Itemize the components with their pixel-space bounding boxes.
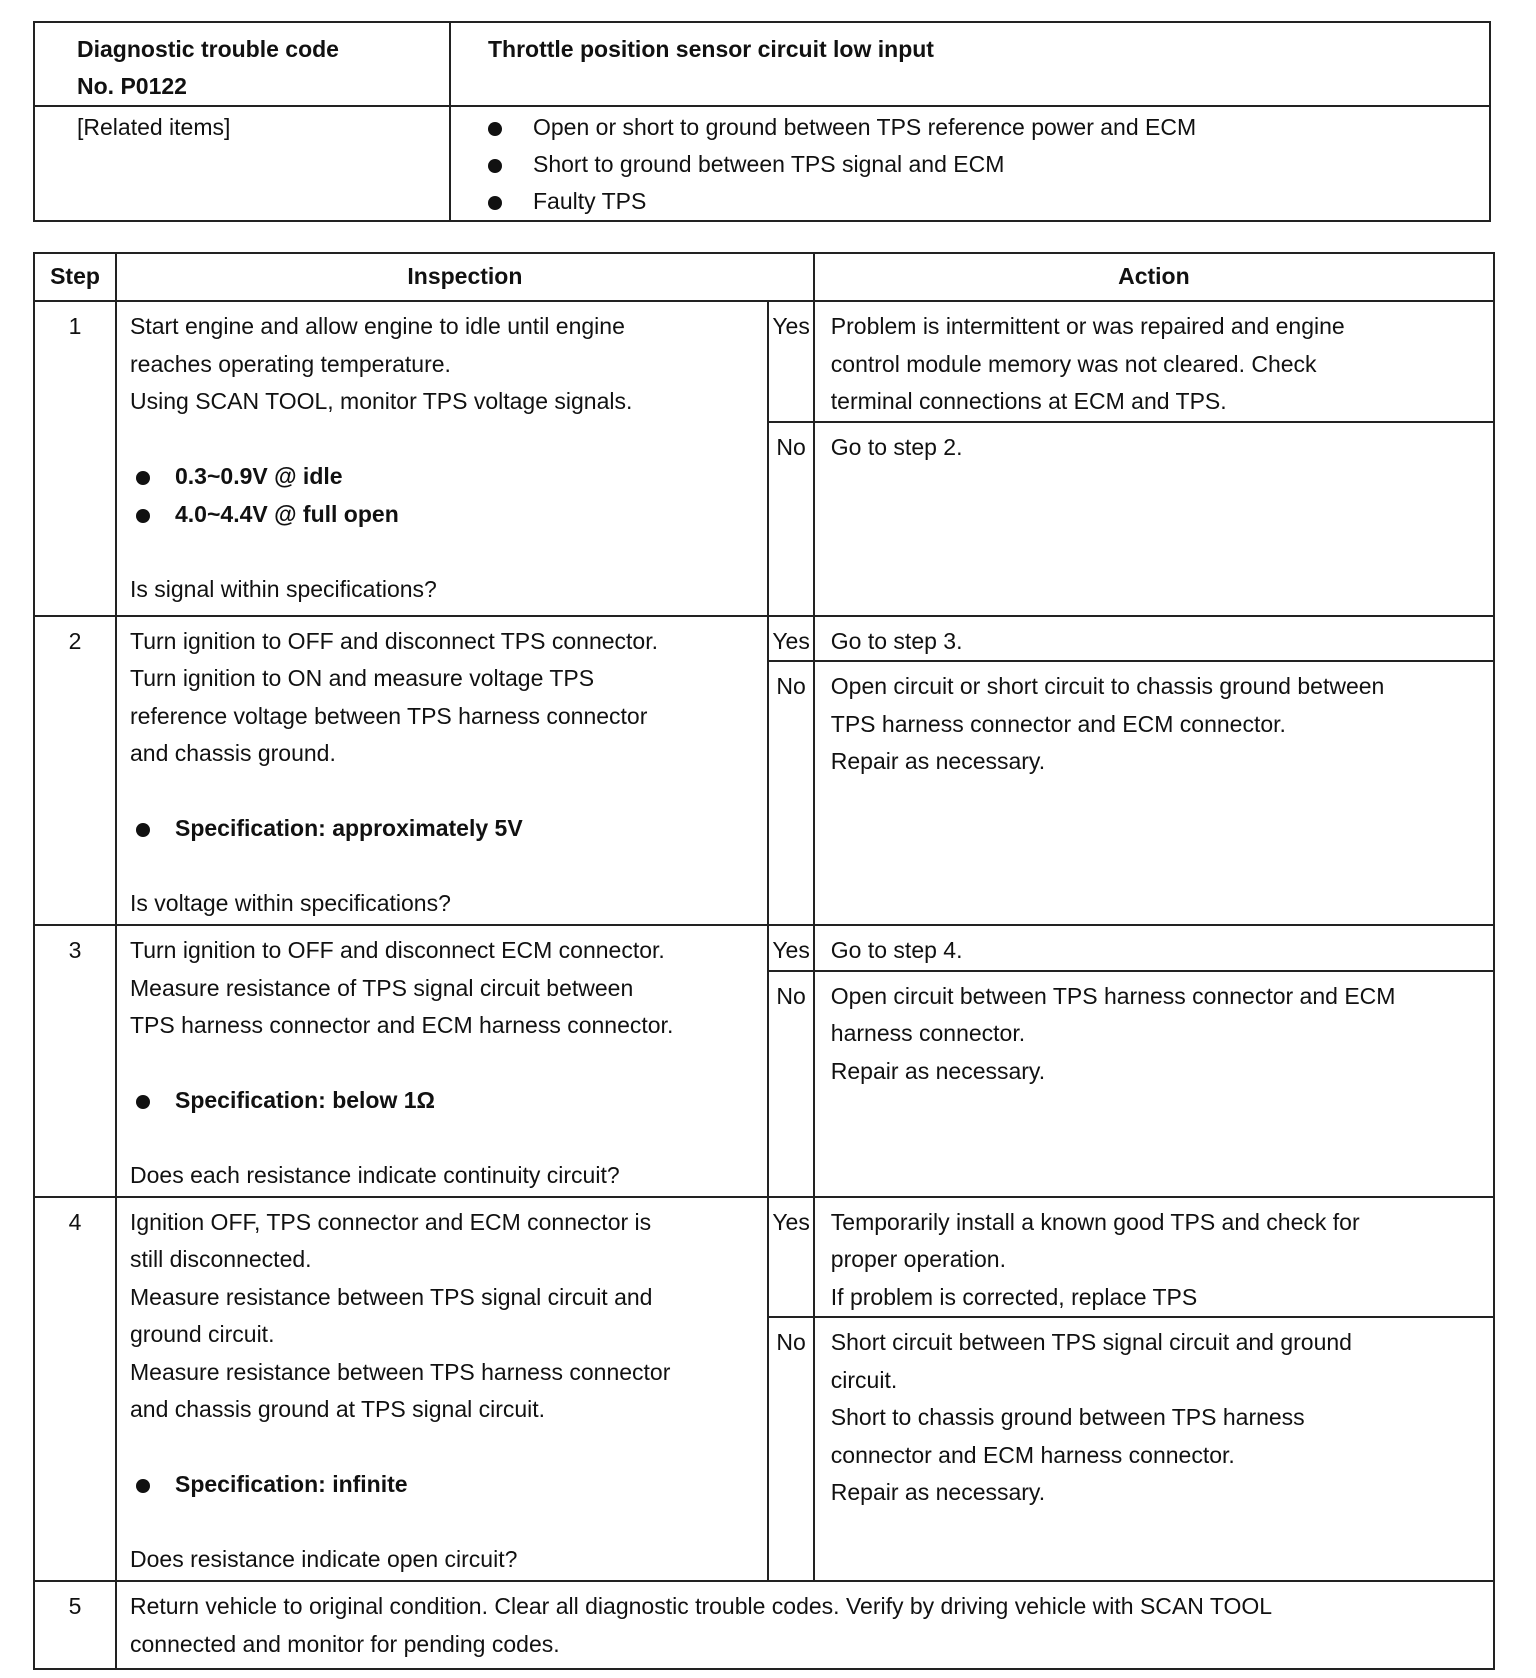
inspection-question: Does each resistance indicate continuity circuit? (130, 1162, 620, 1188)
inspection-line: Measure resistance of TPS signal circuit between (130, 974, 634, 1001)
step-row-2 (34, 616, 1494, 662)
yes-label: Yes (768, 616, 813, 662)
no-action (814, 1317, 1494, 1581)
action-line: Repair as necessary. (830, 748, 1046, 774)
inspection-line: and chassis ground. (130, 740, 336, 766)
action-line: TPS harness connector and ECM connector. (830, 710, 1286, 737)
inspection-line: Turn ignition to OFF and disconnect TPS connector. (130, 627, 659, 654)
inspection-question: Is signal within specifications? (130, 575, 437, 602)
related-item: Faulty TPS (488, 183, 1477, 220)
step-row-4 (34, 1197, 1494, 1318)
inspection-line: TPS harness connector and ECM harness connector. (130, 1012, 674, 1038)
action-line: circuit. (830, 1366, 898, 1393)
step-row-1 (34, 301, 1494, 422)
dtc-code-cell (34, 22, 450, 106)
action-line: Short to chassis ground between TPS harness (830, 1404, 1305, 1430)
inspection-line: Turn ignition to OFF and disconnect ECM connector. (130, 937, 665, 963)
action-line: harness connector. (830, 1020, 1026, 1046)
dtc-header-table (33, 21, 1491, 222)
step-number: 4 (34, 1197, 116, 1582)
step-inspection (116, 1197, 768, 1582)
dtc-code-number: No. P0122 (77, 73, 187, 99)
table-header-row (34, 253, 1494, 301)
no-action (814, 661, 1494, 925)
inspection-line: still disconnected. (130, 1246, 312, 1272)
specification-bullet: Specification: approximately 5V (130, 810, 757, 848)
no-label: No (768, 1317, 813, 1581)
action-column-header: Action (814, 253, 1494, 301)
inspection-line: and chassis ground at TPS signal circuit. (130, 1396, 546, 1422)
action-line: control module memory was not cleared. Check (830, 350, 1317, 377)
yes-label: Yes (768, 301, 813, 422)
dtc-title: Throttle position sensor circuit low input (450, 22, 1490, 106)
step-column-header: Step (34, 253, 116, 301)
related-items-label: [Related items] (34, 106, 450, 221)
step-number: 3 (34, 925, 116, 1197)
dtc-title-row (34, 22, 1490, 106)
related-items-cell (450, 106, 1490, 221)
inspection-line: Measure resistance between TPS harness connector (130, 1358, 671, 1385)
step-number: 1 (34, 301, 116, 616)
inspection-line: Start engine and allow engine to idle until engine (130, 313, 625, 339)
action-line: connector and ECM harness connector. (830, 1441, 1235, 1468)
yes-action (814, 301, 1494, 422)
action-line: Go to step 2. (830, 433, 963, 460)
yes-label: Yes (768, 925, 813, 971)
inspection-column-header: Inspection (116, 253, 814, 301)
action-line: Short circuit between TPS signal circuit and ground (830, 1329, 1352, 1355)
inspection-line: Using SCAN TOOL, monitor TPS voltage signals. (130, 388, 633, 414)
final-step-text (116, 1581, 1494, 1669)
action-line: Repair as necessary. (830, 1479, 1046, 1505)
inspection-line: reference voltage between TPS harness connector (130, 702, 648, 729)
step-inspection (116, 925, 768, 1197)
step-number: 5 (34, 1581, 116, 1669)
step-number: 2 (34, 616, 116, 926)
yes-action (814, 1197, 1494, 1318)
yes-label: Yes (768, 1197, 813, 1318)
inspection-line: Ignition OFF, TPS connector and ECM connector is (130, 1208, 652, 1235)
inspection-line: reaches operating temperature. (130, 350, 451, 377)
specification-bullet: 4.0~4.4V @ full open (130, 496, 757, 534)
inspection-line: ground circuit. (130, 1321, 275, 1347)
action-line: Temporarily install a known good TPS and check for (830, 1208, 1360, 1235)
no-label: No (768, 971, 813, 1197)
final-step-line: connected and monitor for pending codes. (130, 1630, 560, 1657)
action-line: Repair as necessary. (830, 1057, 1046, 1084)
yes-action (814, 925, 1494, 971)
inspection-line: Measure resistance between TPS signal circuit and (130, 1283, 653, 1310)
step-inspection (116, 616, 768, 926)
step-row-5 (34, 1581, 1494, 1669)
action-line: Open circuit between TPS harness connector and ECM (830, 982, 1396, 1009)
no-label: No (768, 422, 813, 616)
action-line: terminal connections at ECM and TPS. (830, 388, 1227, 414)
action-line: If problem is corrected, replace TPS (830, 1283, 1198, 1310)
dtc-code-label: Diagnostic trouble code (77, 36, 339, 62)
no-action (814, 971, 1494, 1197)
inspection-question: Does resistance indicate open circuit? (130, 1546, 518, 1572)
related-item: Open or short to ground between TPS reference power and ECM (488, 109, 1477, 146)
no-action (814, 422, 1494, 616)
step-row-3 (34, 925, 1494, 971)
inspection-question: Is voltage within specifications? (130, 890, 451, 916)
no-label: No (768, 661, 813, 925)
action-line: proper operation. (830, 1246, 1006, 1272)
action-line: Go to step 3. (830, 627, 963, 654)
inspection-table (33, 252, 1495, 1670)
related-items-list (488, 109, 1477, 220)
step-inspection (116, 301, 768, 616)
specification-bullet: Specification: infinite (130, 1466, 757, 1504)
action-line: Open circuit or short circuit to chassis ground between (830, 673, 1385, 699)
action-line: Go to step 4. (830, 937, 963, 963)
action-line: Problem is intermittent or was repaired and engine (830, 313, 1345, 339)
yes-action (814, 616, 1494, 662)
related-item: Short to ground between TPS signal and ECM (488, 146, 1477, 183)
final-step-line: Return vehicle to original condition. Clear all diagnostic trouble codes. Verify by driving vehicle with SCAN TOOL (130, 1593, 1273, 1619)
specification-bullet: 0.3~0.9V @ idle (130, 458, 757, 496)
inspection-line: Turn ignition to ON and measure voltage TPS (130, 665, 595, 691)
specification-bullet: Specification: below 1Ω (130, 1082, 757, 1120)
related-items-row (34, 106, 1490, 221)
